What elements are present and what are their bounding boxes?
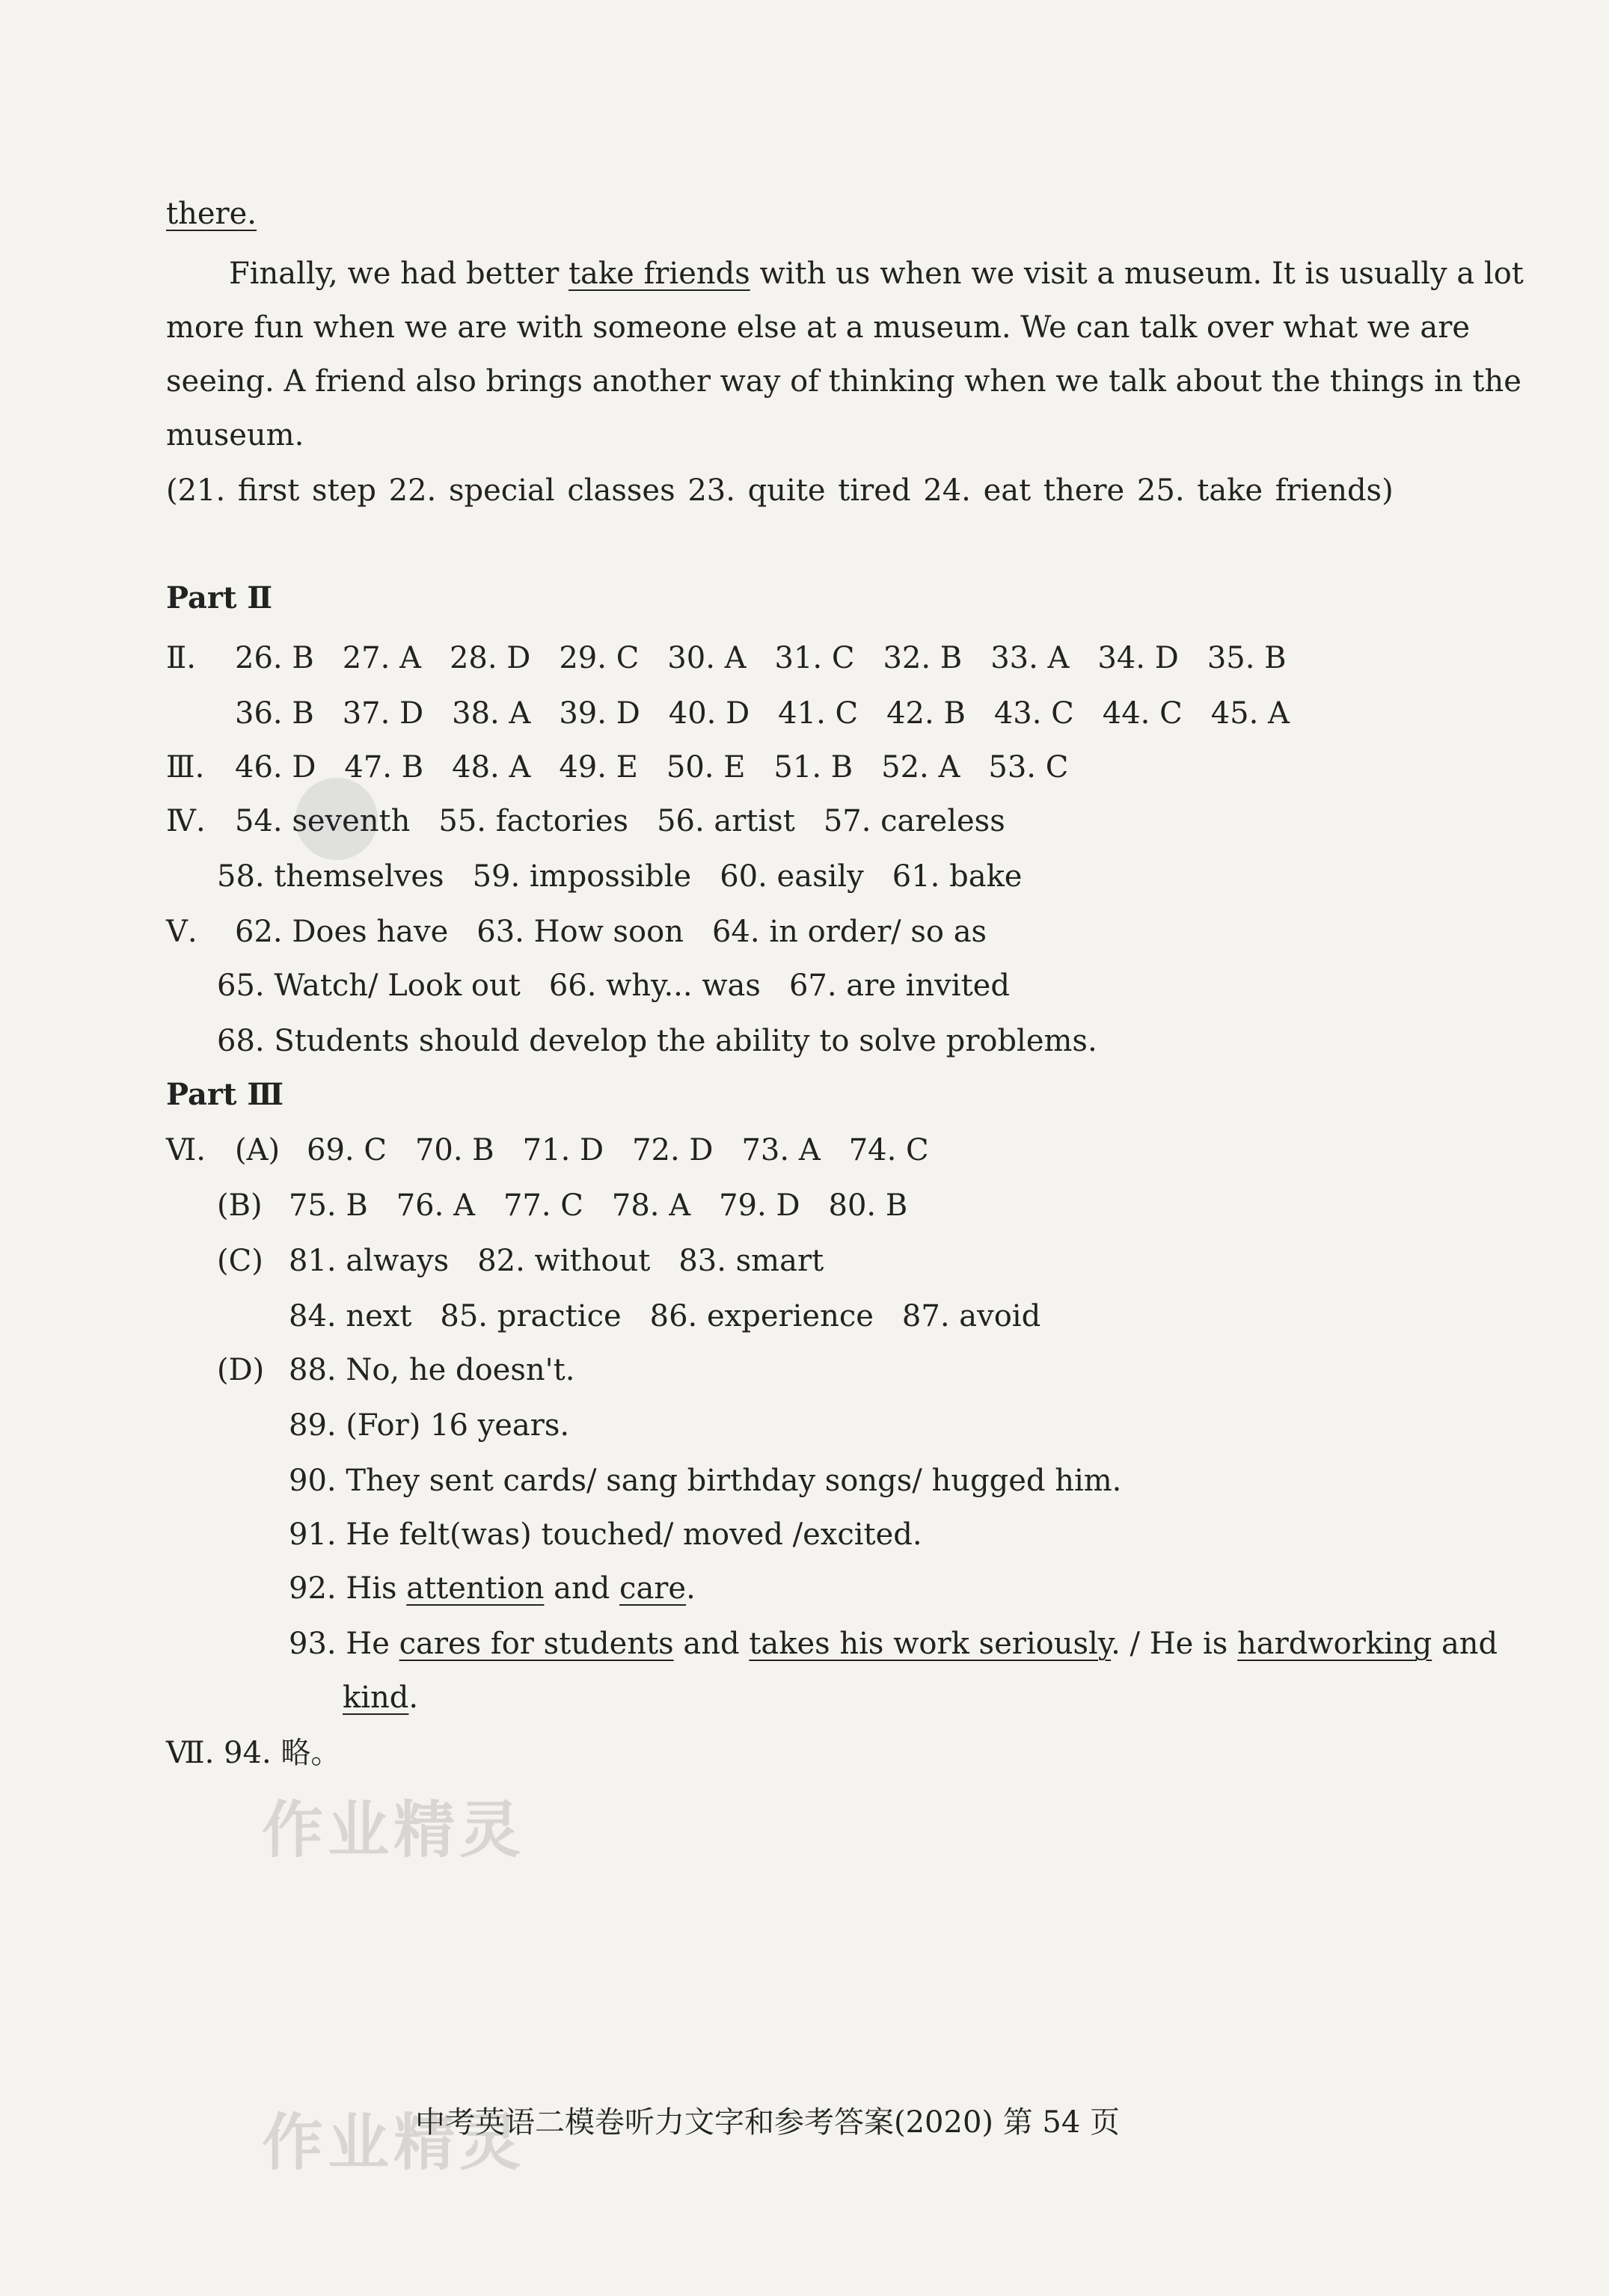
- answer: 60. easily: [720, 859, 864, 894]
- section-6-c-row-2: [289, 1295, 1069, 1337]
- section-7: Ⅶ. 94. 略。: [166, 1736, 341, 1770]
- answer: 28. D: [449, 641, 531, 675]
- answer-93-continued: [343, 1677, 418, 1719]
- answer: 52. A: [881, 750, 960, 785]
- paragraph-line-2: more fun when we are with someone else at a museum. We can talk over what we are: [166, 310, 1471, 345]
- answer: 26. B: [235, 641, 314, 675]
- answer: 82. without: [477, 1244, 651, 1278]
- answer: 71. D: [522, 1133, 604, 1167]
- para-end-line: [166, 193, 257, 235]
- paragraph-line-1: [229, 253, 1524, 295]
- section-label: Ⅳ.: [166, 804, 206, 838]
- answer: 31. C: [774, 641, 855, 675]
- text: with us when we visit a museum. It is usually a lot: [750, 257, 1524, 291]
- section-label: Ⅱ.: [166, 641, 196, 675]
- text: 93. He: [289, 1627, 399, 1661]
- answer: 41. C: [778, 696, 859, 731]
- page-footer: 中考英语二模卷听力文字和参考答案(2020) 第 54 页: [415, 2105, 1121, 2140]
- subsection-label: (A): [235, 1133, 281, 1167]
- answer: 51. B: [773, 750, 853, 785]
- underlined-answer: attention: [406, 1571, 545, 1606]
- answer: 64. in order/ so as: [711, 915, 987, 949]
- answer: 38. A: [452, 696, 531, 731]
- answer: 36. B: [235, 696, 314, 731]
- section-2-row-1: [166, 637, 1315, 679]
- section-6-d-88: [217, 1349, 574, 1391]
- answer: 54. seventh: [235, 804, 411, 838]
- answer: 29. C: [559, 641, 640, 675]
- answer: 63. How soon: [476, 915, 684, 949]
- section-label: Ⅲ.: [166, 750, 205, 785]
- answer: 39. D: [559, 696, 640, 731]
- text: .: [408, 1680, 419, 1715]
- answer: 72. D: [632, 1133, 714, 1167]
- answer-92: [289, 1568, 696, 1609]
- underlined-answer: take friends: [568, 257, 750, 291]
- answer: 49. E: [559, 750, 638, 785]
- answer: 61. bake: [892, 859, 1023, 894]
- section-5-row-3: 68. Students should develop the ability to solve problems.: [217, 1024, 1097, 1058]
- answer: 66. why... was: [548, 969, 761, 1003]
- answer: 70. B: [414, 1133, 494, 1167]
- watermark-text: 作业精灵: [262, 1795, 526, 1866]
- answer: 48. A: [452, 750, 531, 785]
- answer: 44. C: [1102, 696, 1183, 731]
- answer: 74. C: [848, 1133, 929, 1167]
- answer: 32. B: [883, 641, 963, 675]
- part-2-title: Part Ⅱ: [166, 580, 273, 616]
- answer: 77. C: [503, 1188, 583, 1223]
- text: .: [686, 1571, 696, 1606]
- answer: 69. C: [307, 1133, 387, 1167]
- underlined-answer: takes his work seriously: [749, 1627, 1112, 1661]
- text: and: [1432, 1627, 1498, 1661]
- section-2-row-2: [235, 693, 1318, 734]
- underlined-answer: there.: [166, 197, 257, 231]
- answer: 88. No, he doesn't.: [289, 1353, 575, 1387]
- answer: 87. avoid: [901, 1299, 1041, 1333]
- answer: 59. impossible: [472, 859, 692, 894]
- answer: 47. B: [344, 750, 424, 785]
- section-label: Ⅴ.: [166, 915, 197, 949]
- answer: 40. D: [668, 696, 750, 731]
- answer: 58. themselves: [217, 859, 444, 894]
- answer: 78. A: [611, 1188, 691, 1223]
- answer: 67. are invited: [788, 969, 1010, 1003]
- answer: 37. D: [342, 696, 424, 731]
- subsection-label: (D): [217, 1353, 265, 1387]
- answer: 65. Watch/ Look out: [217, 969, 521, 1003]
- answer: 45. A: [1210, 696, 1290, 731]
- answer-90: 90. They sent cards/ sang birthday songs/ hugged him.: [289, 1464, 1122, 1498]
- answer-93: [289, 1623, 1498, 1665]
- answer: 55. factories: [438, 804, 629, 838]
- answer: 73. A: [741, 1133, 821, 1167]
- section-4-row-1: [166, 800, 1034, 842]
- answer: 53. C: [988, 750, 1069, 785]
- part-3-title: Part Ⅲ: [166, 1077, 284, 1112]
- answer: 84. next: [289, 1299, 412, 1333]
- section-label: Ⅵ.: [166, 1133, 206, 1167]
- answer: 81. always: [289, 1244, 450, 1278]
- answer: 33. A: [990, 641, 1070, 675]
- answer: 75. B: [289, 1188, 368, 1223]
- text: and: [544, 1571, 620, 1606]
- answer: 30. A: [667, 641, 747, 675]
- text: Finally, we had better: [229, 257, 568, 291]
- answer: 86. experience: [649, 1299, 874, 1333]
- section-4-row-2: [217, 856, 1050, 897]
- answer: 46. D: [235, 750, 316, 785]
- answer: 50. E: [666, 750, 746, 785]
- section-5-row-1: [166, 911, 1015, 953]
- answer: 62. Does have: [235, 915, 449, 949]
- text: and: [673, 1627, 750, 1661]
- text: . / He is: [1111, 1627, 1238, 1661]
- answer: 79. D: [719, 1188, 800, 1223]
- subsection-label: (B): [217, 1188, 263, 1223]
- answer: 43. C: [993, 696, 1074, 731]
- section-6-b: [217, 1185, 936, 1227]
- underlined-answer: hardworking: [1237, 1627, 1432, 1661]
- answer: 27. A: [342, 641, 421, 675]
- answer-89: 89. (For) 16 years.: [289, 1408, 570, 1443]
- underlined-answer: cares for students: [399, 1627, 674, 1661]
- answer-91: 91. He felt(was) touched/ moved /excited.: [289, 1517, 922, 1552]
- answer: 35. B: [1207, 641, 1287, 675]
- answer: 83. smart: [678, 1244, 824, 1278]
- underlined-answer: kind: [343, 1680, 409, 1715]
- answers-21-25: (21. first step 22. special classes 23. quite tired 24. eat there 25. take friends): [166, 473, 1394, 508]
- answer: 34. D: [1097, 641, 1179, 675]
- paragraph-line-4: museum.: [166, 418, 304, 452]
- subsection-label: (C): [217, 1244, 263, 1278]
- watermark-text-footer: 作业精灵: [262, 2108, 526, 2179]
- section-5-row-2: [217, 965, 1038, 1007]
- section-6-c-row-1: [217, 1240, 852, 1282]
- section-6-a: [166, 1129, 957, 1171]
- answer: 76. A: [396, 1188, 475, 1223]
- paragraph-line-3: seeing. A friend also brings another way of thinking when we talk about the things in the: [166, 364, 1521, 399]
- answer: 56. artist: [657, 804, 795, 838]
- section-3-row-1: [166, 746, 1097, 788]
- text: 92. His: [289, 1571, 407, 1606]
- underlined-answer: care: [619, 1571, 687, 1606]
- answer: 85. practice: [440, 1299, 622, 1333]
- answer: 57. careless: [823, 804, 1005, 838]
- answer: 42. B: [886, 696, 966, 731]
- answer: 80. B: [828, 1188, 908, 1223]
